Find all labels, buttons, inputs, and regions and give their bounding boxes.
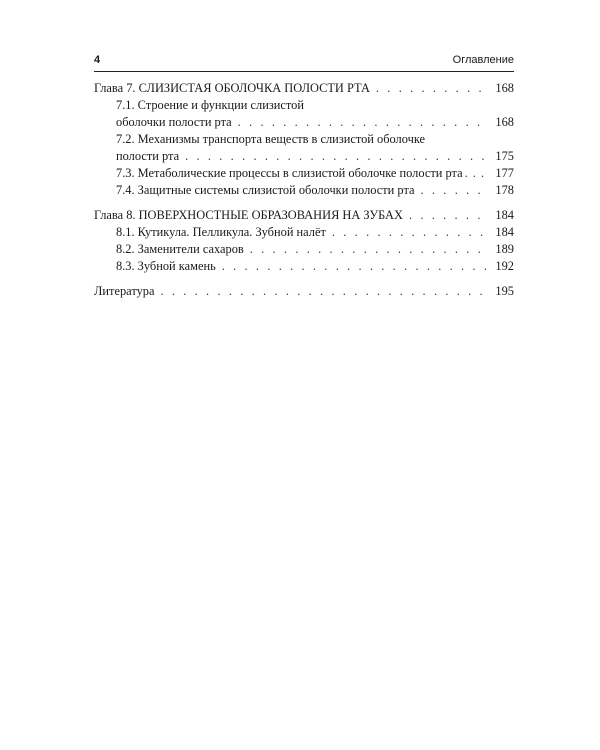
toc-entry-8-1[interactable] [94,224,514,241]
dot-leader [332,224,486,241]
running-title: Оглавление [452,54,514,66]
toc-entry-page: 175 [495,149,514,163]
toc-entry-title: Глава 7. СЛИЗИСТАЯ ОБОЛОЧКА ПОЛОСТИ РТА [94,81,370,95]
toc-entry-chapter-8[interactable] [94,207,514,224]
dot-leader [409,207,486,224]
toc-entry-title: Литература [94,284,155,298]
toc-entry-title: 7.3. Метаболические процессы в слизистой оболочке полости рта [116,166,463,180]
toc-entry-page: 195 [495,284,514,298]
toc-entry-page: 177 [495,166,514,180]
toc-chapter-8 [94,207,514,275]
table-of-contents [94,80,514,300]
toc-entry-8-2[interactable] [94,241,514,258]
toc-entry-title: 8.3. Зубной камень [116,259,216,273]
dot-leader [421,182,486,199]
toc-entry-page: 184 [495,208,514,222]
dot-leader [238,114,486,131]
toc-entry-7-1[interactable] [94,114,514,131]
dot-leader [185,148,486,165]
toc-chapter-7 [94,80,514,199]
toc-entry-title: 8.2. Заменители сахаров [116,242,244,256]
toc-entry-7-4[interactable] [94,182,514,199]
toc-entry-page: 168 [495,81,514,95]
header-rule [94,71,514,72]
toc-entry-8-3[interactable] [94,258,514,275]
toc-entry-7-1-line1[interactable]: 7.1. Строение и функции слизистой [116,98,304,112]
toc-entry-page: 184 [495,225,514,239]
toc-entry-title: 8.1. Кутикула. Пелликула. Зубной налёт [116,225,326,239]
toc-entry-title: 7.4. Защитные системы слизистой оболочки полости рта [116,183,415,197]
page-number: 4 [94,54,101,66]
dot-leader [465,165,486,182]
toc-entry-title: полости рта [116,149,180,163]
toc-entry-page: 189 [495,242,514,256]
toc-entry-7-2[interactable] [94,148,514,165]
dot-leader [160,283,486,300]
toc-entry-chapter-7[interactable] [94,80,514,97]
toc-entry-title: Глава 8. ПОВЕРХНОСТНЫЕ ОБРАЗОВАНИЯ НА ЗУБАХ [94,208,403,222]
toc-entry-page: 168 [495,115,514,129]
dot-leader [376,80,486,97]
dot-leader [222,258,486,275]
toc-entry-page: 192 [495,259,514,273]
running-head [94,52,514,68]
dot-leader [250,241,486,258]
toc-entry-title: оболочки полости рта [116,115,232,129]
toc-entry-7-3[interactable] [94,165,514,182]
toc-entry-literature[interactable] [94,283,514,300]
toc-entry-page: 178 [495,183,514,197]
toc-entry-7-2-line1[interactable]: 7.2. Механизмы транспорта веществ в слизистой оболочке [116,132,426,146]
